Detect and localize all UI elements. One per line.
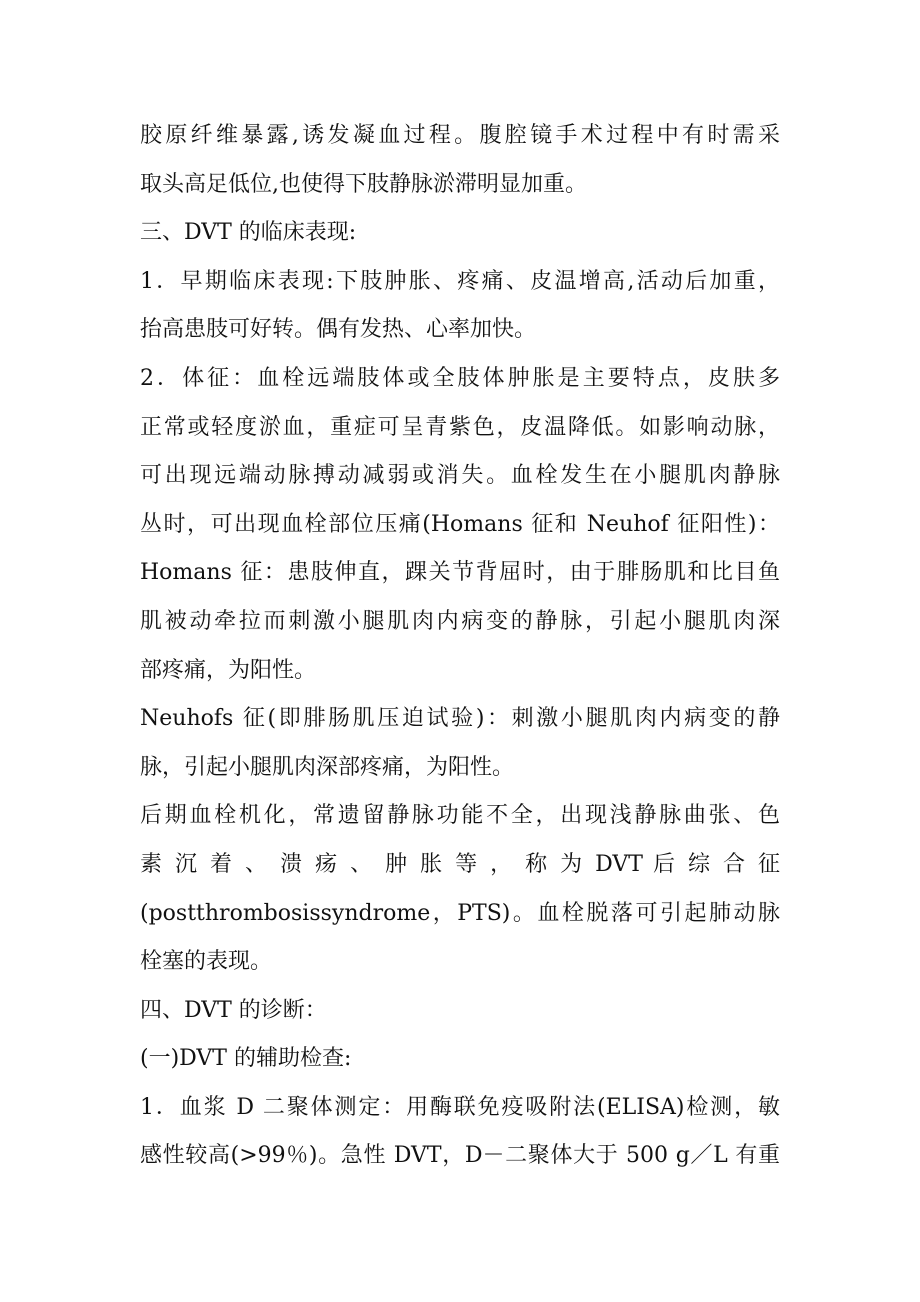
text-line: 2．体征：血栓远端肢体或全肢体肿胀是主要特点，皮肤多 (140, 365, 780, 391)
text-line: 1．早期临床表现:下肢肿胀、疼痛、皮温增高,活动后加重， (140, 268, 780, 294)
document-body (140, 112, 780, 1181)
text-line: 栓塞的表现。 (140, 949, 273, 975)
text-line: 感性较高(>99％)。急性 DVT，D－二聚体大于 500 g／L 有重 (140, 1143, 780, 1169)
text-line: 抬高患肢可好转。偶有发热、心率加快。 (140, 317, 537, 343)
text-line: 肌被动牵拉而刺激小腿肌肉内病变的静脉，引起小腿肌肉深 (140, 608, 780, 634)
text-line: 丛时，可出现血栓部位压痛(Homans 征和 Neuhof 征阳性)： (140, 511, 780, 537)
text-line: 素 沉 着 、 溃 疡 、 肿 胀 等 ， 称 为 DVT 后 综 合 征 (140, 851, 780, 877)
text-line: 正常或轻度淤血，重症可呈青紫色，皮温降低。如影响动脉， (140, 414, 780, 440)
text-line: (postthrombosissyndrome，PTS)。血栓脱落可引起肺动脉 (140, 900, 780, 926)
text-line: 可出现远端动脉搏动减弱或消失。血栓发生在小腿肌肉静脉 (140, 463, 780, 489)
text-line: Neuhofs 征(即腓肠肌压迫试验)：刺激小腿肌肉内病变的静 (140, 706, 780, 732)
text-line: 取头高足低位,也使得下肢静脉淤滞明显加重。 (140, 171, 587, 197)
text-line: 部疼痛，为阳性。 (140, 657, 317, 683)
text-line: 脉，引起小腿肌肉深部疼痛，为阳性。 (140, 754, 515, 780)
subsection-heading: (一)DVT 的辅助检查: (140, 1046, 352, 1072)
text-line: Homans 征：患肢伸直，踝关节背屈时，由于腓肠肌和比目鱼 (140, 560, 780, 586)
text-line: 1．血浆 D 二聚体测定：用酶联免疫吸附法(ELISA)检测，敏 (140, 1094, 780, 1120)
section-heading: 三、DVT 的临床表现: (140, 220, 357, 246)
text-line: 后期血栓机化，常遗留静脉功能不全，出现浅静脉曲张、色 (140, 803, 780, 829)
section-heading: 四、DVT 的诊断： (140, 997, 327, 1023)
text-line: 胶原纤维暴露,诱发凝血过程。腹腔镜手术过程中有时需采 (140, 123, 780, 148)
